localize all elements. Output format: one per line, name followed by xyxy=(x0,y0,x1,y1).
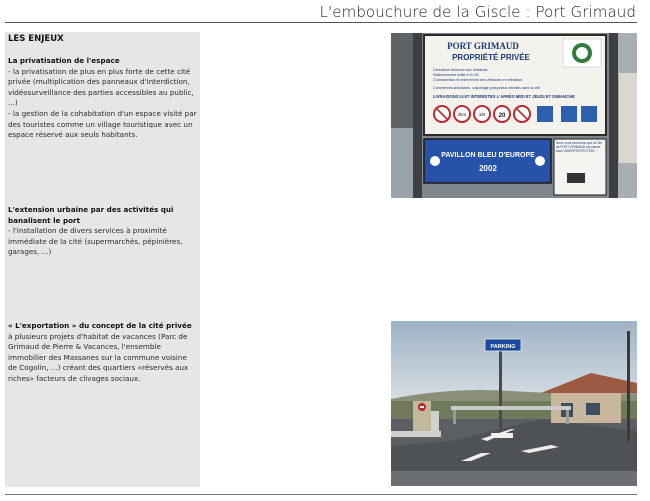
limit-sign-text: 20 xyxy=(498,113,506,119)
parking-photo-svg xyxy=(391,321,637,486)
sign-livraisons: LIVRAISONS>3.5T INTERDITES L'APRÈS MIDI ET JEUDI ET DIMANCHE xyxy=(433,94,575,99)
sign-subtitle: PROPRIÉTÉ PRIVÉE xyxy=(452,53,530,62)
panel-heading: LES ENJEUX xyxy=(8,34,64,44)
title-divider xyxy=(5,22,637,23)
section-title: L'extension urbaine par des activités qui banalisent le port xyxy=(8,205,174,225)
video-surveillance-text: Nous vous informons que la Cité de PORT GRIMAUD est placée sous VIDÉOPROTECTION xyxy=(556,141,603,153)
section-line: - la privatisation de plus en plus forte de cette cité privée (multiplication des panneaux d'interdiction, vidéosurveillance des parties accessibles au public, ...) xyxy=(8,66,194,108)
pavillon-bleu-label: PAVILLON BLEU D'EUROPE xyxy=(441,152,535,159)
sign-line: Commerces ambulants, colportage prospectus interdits dans la cité. xyxy=(433,86,542,90)
section-title: « L'exportation » du concept de la cité privée xyxy=(8,321,192,330)
issue-section-exportation xyxy=(8,321,198,385)
sign-title: PORT GRIMAUD xyxy=(447,41,519,51)
issue-section-privatisation xyxy=(8,56,198,141)
parking-entrance-photo xyxy=(391,321,637,486)
bottom-divider xyxy=(5,494,637,495)
sign-line: Circulation réservée aux résidents. xyxy=(433,68,489,72)
page-title: L'embouchure de la Giscle : Port Grimaud xyxy=(319,3,636,21)
section-line: à plusieurs projets d'habitat de vacances (Parc de Grimaud de Pierre & Vacances, l'ensemble immobilier des Massanes sur la commune voisine de Cogolin, ...) créant des quartiers «réservés aux riches» facteurs de clivages sociaux. xyxy=(8,331,189,383)
sign-line: Contravention et enlèvement des véhicules en infraction. xyxy=(433,78,524,82)
section-line: - la gestion de la cohabitation d'un espace visité par des touristes comme un village touristique avec un espace réservé aux seuls habitants. xyxy=(8,108,197,140)
parking-sign-text: PARKING xyxy=(490,344,516,350)
section-title: La privatisation de l'espace xyxy=(8,56,120,65)
limit-sign-text: 2km xyxy=(457,112,467,117)
sign-line: Stationnement limité à 1h 00. xyxy=(433,73,480,77)
limit-sign-text: 10t xyxy=(478,112,486,117)
prohibition-signs xyxy=(434,106,597,122)
sign-photo-svg xyxy=(391,33,637,198)
section-line: - l'installation de divers services à proximité immédiate de la cité (supermarchés, pépinières, garages, ...) xyxy=(8,226,183,257)
pavillon-bleu-year: 2002 xyxy=(479,164,497,173)
issue-section-extension xyxy=(8,205,198,258)
private-property-sign-photo xyxy=(391,33,637,198)
